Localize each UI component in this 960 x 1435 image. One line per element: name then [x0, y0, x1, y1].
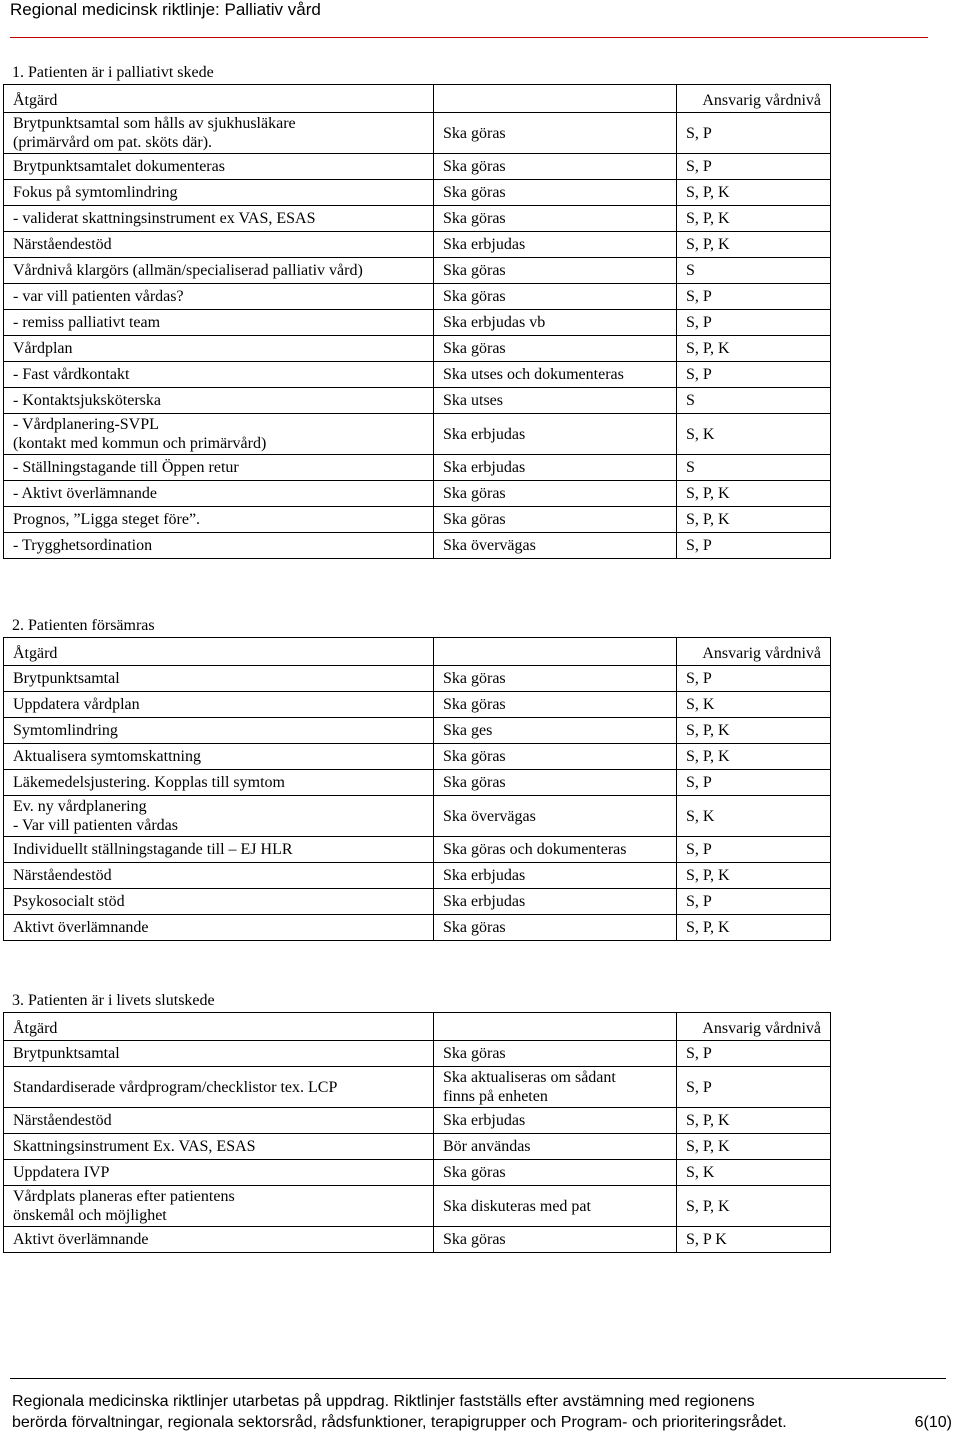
table-row	[4, 915, 831, 941]
care-level-cell: S, P	[677, 310, 831, 336]
table-row	[4, 1041, 831, 1067]
header-divider	[10, 37, 928, 38]
requirement-cell: Ska göras	[434, 258, 677, 284]
requirement-cell: Ska ges	[434, 718, 677, 744]
table-row	[4, 362, 831, 388]
care-level-cell: S, K	[677, 796, 831, 837]
column-header-level: Ansvarig vårdnivå	[677, 85, 831, 113]
action-cell: Vårdnivå klargörs (allmän/specialiserad palliativ vård)	[4, 258, 434, 284]
requirement-cell: Ska göras	[434, 666, 677, 692]
action-cell: - Aktivt överlämnande	[4, 481, 434, 507]
requirement-cell: Ska göras	[434, 692, 677, 718]
column-header-level: Ansvarig vårdnivå	[677, 638, 831, 666]
section-2-table	[3, 637, 831, 941]
table-row	[4, 336, 831, 362]
page-number: 6(10)	[914, 1414, 952, 1431]
section-1-table	[3, 84, 831, 559]
care-level-cell: S, P, K	[677, 1108, 831, 1134]
care-level-cell: S, P, K	[677, 1186, 831, 1227]
cell-line: Ev. ny vårdplanering	[13, 798, 147, 815]
requirement-cell: Ska erbjudas	[434, 889, 677, 915]
care-level-cell: S, P, K	[677, 336, 831, 362]
care-level-cell: S, P, K	[677, 507, 831, 533]
requirement-cell: Ska erbjudas vb	[434, 310, 677, 336]
requirement-cell: Ska utses	[434, 388, 677, 414]
table-row	[4, 666, 831, 692]
care-level-cell: S, P, K	[677, 915, 831, 941]
requirement-cell: Ska göras	[434, 284, 677, 310]
requirement-cell: Ska utses och dokumenteras	[434, 362, 677, 388]
requirement-cell: Ska övervägas	[434, 796, 677, 837]
requirement-cell: Ska göras	[434, 154, 677, 180]
care-level-cell: S, P	[677, 889, 831, 915]
action-cell: Brytpunktsamtal	[4, 1041, 434, 1067]
section-1-title: 1. Patienten är i palliativt skede	[12, 64, 214, 81]
care-level-cell: S, P, K	[677, 718, 831, 744]
care-level-cell: S, P	[677, 362, 831, 388]
action-cell: Vårdplan	[4, 336, 434, 362]
cell-line: önskemål och möjlighet	[13, 1207, 167, 1224]
cell-line: - Var vill patienten vårdas	[13, 817, 178, 834]
footer-line-2: berörda förvaltningar, regionala sektorsråd, rådsfunktioner, terapigrupper och Program- och prioriteringsrådet.	[12, 1414, 787, 1431]
care-level-cell: S, K	[677, 692, 831, 718]
care-level-cell: S, P, K	[677, 1134, 831, 1160]
care-level-cell: S, P	[677, 533, 831, 559]
requirement-cell: Ska göras	[434, 336, 677, 362]
requirement-cell: Ska göras	[434, 180, 677, 206]
care-level-cell: S	[677, 388, 831, 414]
section-2-title: 2. Patienten försämras	[12, 617, 155, 634]
requirement-cell: Ska erbjudas	[434, 414, 677, 455]
cell-line: Ska aktualiseras om sådant	[443, 1069, 616, 1086]
table-row	[4, 770, 831, 796]
column-header-level: Ansvarig vårdnivå	[677, 1013, 831, 1041]
action-cell: Läkemedelsjustering. Kopplas till symtom	[4, 770, 434, 796]
requirement-cell: Ska diskuteras med pat	[434, 1186, 677, 1227]
care-level-cell: S, P K	[677, 1227, 831, 1253]
care-level-cell: S, P	[677, 770, 831, 796]
care-level-cell: S	[677, 258, 831, 284]
table-row	[4, 1134, 831, 1160]
action-cell: Brytpunktsamtal	[4, 666, 434, 692]
requirement-cell: Ska göras	[434, 915, 677, 941]
care-level-cell: S, P, K	[677, 180, 831, 206]
table-row	[4, 718, 831, 744]
care-level-cell: S, P, K	[677, 232, 831, 258]
column-header-action: Åtgärd	[4, 638, 434, 666]
table-header-row	[4, 85, 831, 113]
requirement-cell: Ska göras	[434, 744, 677, 770]
action-cell: Symtomlindring	[4, 718, 434, 744]
care-level-cell: S, K	[677, 1160, 831, 1186]
action-cell: - Kontaktsjuksköterska	[4, 388, 434, 414]
footer	[12, 1391, 952, 1433]
table-row	[4, 180, 831, 206]
action-cell: Prognos, ”Ligga steget före”.	[4, 507, 434, 533]
footer-line-1: Regionala medicinska riktlinjer utarbetas på uppdrag. Riktlinjer fastställs efter avstämning med regionens	[12, 1393, 755, 1410]
care-level-cell: S, P	[677, 837, 831, 863]
column-header-action: Åtgärd	[4, 85, 434, 113]
cell-line: - Vårdplanering-SVPL	[13, 416, 159, 433]
care-level-cell: S, P, K	[677, 206, 831, 232]
table-row	[4, 414, 831, 455]
care-level-cell: S, P	[677, 1041, 831, 1067]
requirement-cell: Ska göras	[434, 481, 677, 507]
requirement-cell: Ska övervägas	[434, 533, 677, 559]
action-cell: Närståendestöd	[4, 1108, 434, 1134]
action-cell: Uppdatera IVP	[4, 1160, 434, 1186]
care-level-cell: S, P	[677, 154, 831, 180]
requirement-cell: Ska göras	[434, 1227, 677, 1253]
action-cell	[4, 796, 434, 837]
table-row	[4, 863, 831, 889]
table-header-row	[4, 1013, 831, 1041]
section-3-title: 3. Patienten är i livets slutskede	[12, 992, 215, 1009]
column-header-action: Åtgärd	[4, 1013, 434, 1041]
requirement-cell: Ska erbjudas	[434, 1108, 677, 1134]
care-level-cell: S	[677, 455, 831, 481]
table-row	[4, 796, 831, 837]
table-row	[4, 113, 831, 154]
requirement-cell: Ska erbjudas	[434, 232, 677, 258]
care-level-cell: S, P	[677, 1067, 831, 1108]
table-row	[4, 533, 831, 559]
table-row	[4, 507, 831, 533]
requirement-cell: Ska göras	[434, 113, 677, 154]
action-cell	[4, 414, 434, 455]
action-cell: Fokus på symtomlindring	[4, 180, 434, 206]
column-header-empty	[434, 638, 677, 666]
care-level-cell: S, P	[677, 666, 831, 692]
action-cell: Närståendestöd	[4, 863, 434, 889]
table-header-row	[4, 638, 831, 666]
cell-line: (primärvård om pat. sköts där).	[13, 134, 213, 151]
table-row	[4, 154, 831, 180]
requirement-cell: Ska göras	[434, 507, 677, 533]
action-cell: Aktivt överlämnande	[4, 1227, 434, 1253]
requirement-cell: Ska göras	[434, 770, 677, 796]
table-row	[4, 744, 831, 770]
table-row	[4, 692, 831, 718]
action-cell: - Trygghetsordination	[4, 533, 434, 559]
requirement-cell: Ska göras	[434, 206, 677, 232]
action-cell: Individuellt ställningstagande till – EJ HLR	[4, 837, 434, 863]
table-row	[4, 837, 831, 863]
care-level-cell: S, P, K	[677, 863, 831, 889]
table-row	[4, 455, 831, 481]
care-level-cell: S, P, K	[677, 481, 831, 507]
care-level-cell: S, K	[677, 414, 831, 455]
requirement-cell: Ska erbjudas	[434, 863, 677, 889]
action-cell: Aktualisera symtomskattning	[4, 744, 434, 770]
care-level-cell: S, P	[677, 113, 831, 154]
cell-line: finns på enheten	[443, 1088, 548, 1105]
table-row	[4, 258, 831, 284]
table-row	[4, 1160, 831, 1186]
action-cell: - Fast vårdkontakt	[4, 362, 434, 388]
table-row	[4, 284, 831, 310]
requirement-cell: Ska göras	[434, 1160, 677, 1186]
footer-divider	[10, 1378, 946, 1379]
care-level-cell: S, P, K	[677, 744, 831, 770]
requirement-cell: Ska göras	[434, 1041, 677, 1067]
cell-line: Brytpunktsamtal som hålls av sjukhusläkare	[13, 115, 296, 132]
table-row	[4, 1108, 831, 1134]
action-cell: - remiss palliativt team	[4, 310, 434, 336]
action-cell: Uppdatera vårdplan	[4, 692, 434, 718]
column-header-empty	[434, 1013, 677, 1041]
section-3-table	[3, 1012, 831, 1253]
action-cell: Skattningsinstrument Ex. VAS, ESAS	[4, 1134, 434, 1160]
action-cell: Närståendestöd	[4, 232, 434, 258]
document-header-title: Regional medicinsk riktlinje: Palliativ vård	[10, 0, 321, 19]
requirement-cell: Bör användas	[434, 1134, 677, 1160]
care-level-cell: S, P	[677, 284, 831, 310]
table-row	[4, 206, 831, 232]
action-cell: - var vill patienten vårdas?	[4, 284, 434, 310]
table-row	[4, 232, 831, 258]
action-cell	[4, 113, 434, 154]
action-cell: Psykosocialt stöd	[4, 889, 434, 915]
table-row	[4, 1186, 831, 1227]
action-cell: Aktivt överlämnande	[4, 915, 434, 941]
action-cell: - Ställningstagande till Öppen retur	[4, 455, 434, 481]
requirement-cell: Ska erbjudas	[434, 455, 677, 481]
action-cell: - validerat skattningsinstrument ex VAS, ESAS	[4, 206, 434, 232]
table-row	[4, 889, 831, 915]
table-row	[4, 1227, 831, 1253]
requirement-cell: Ska göras och dokumenteras	[434, 837, 677, 863]
action-cell: Brytpunktsamtalet dokumenteras	[4, 154, 434, 180]
requirement-cell	[434, 1067, 677, 1108]
table-row	[4, 388, 831, 414]
cell-line: Vårdplats planeras efter patientens	[13, 1188, 235, 1205]
cell-line: (kontakt med kommun och primärvård)	[13, 435, 267, 452]
table-row	[4, 310, 831, 336]
table-row	[4, 481, 831, 507]
column-header-empty	[434, 85, 677, 113]
table-row	[4, 1067, 831, 1108]
action-cell	[4, 1186, 434, 1227]
action-cell: Standardiserade vårdprogram/checklistor tex. LCP	[4, 1067, 434, 1108]
